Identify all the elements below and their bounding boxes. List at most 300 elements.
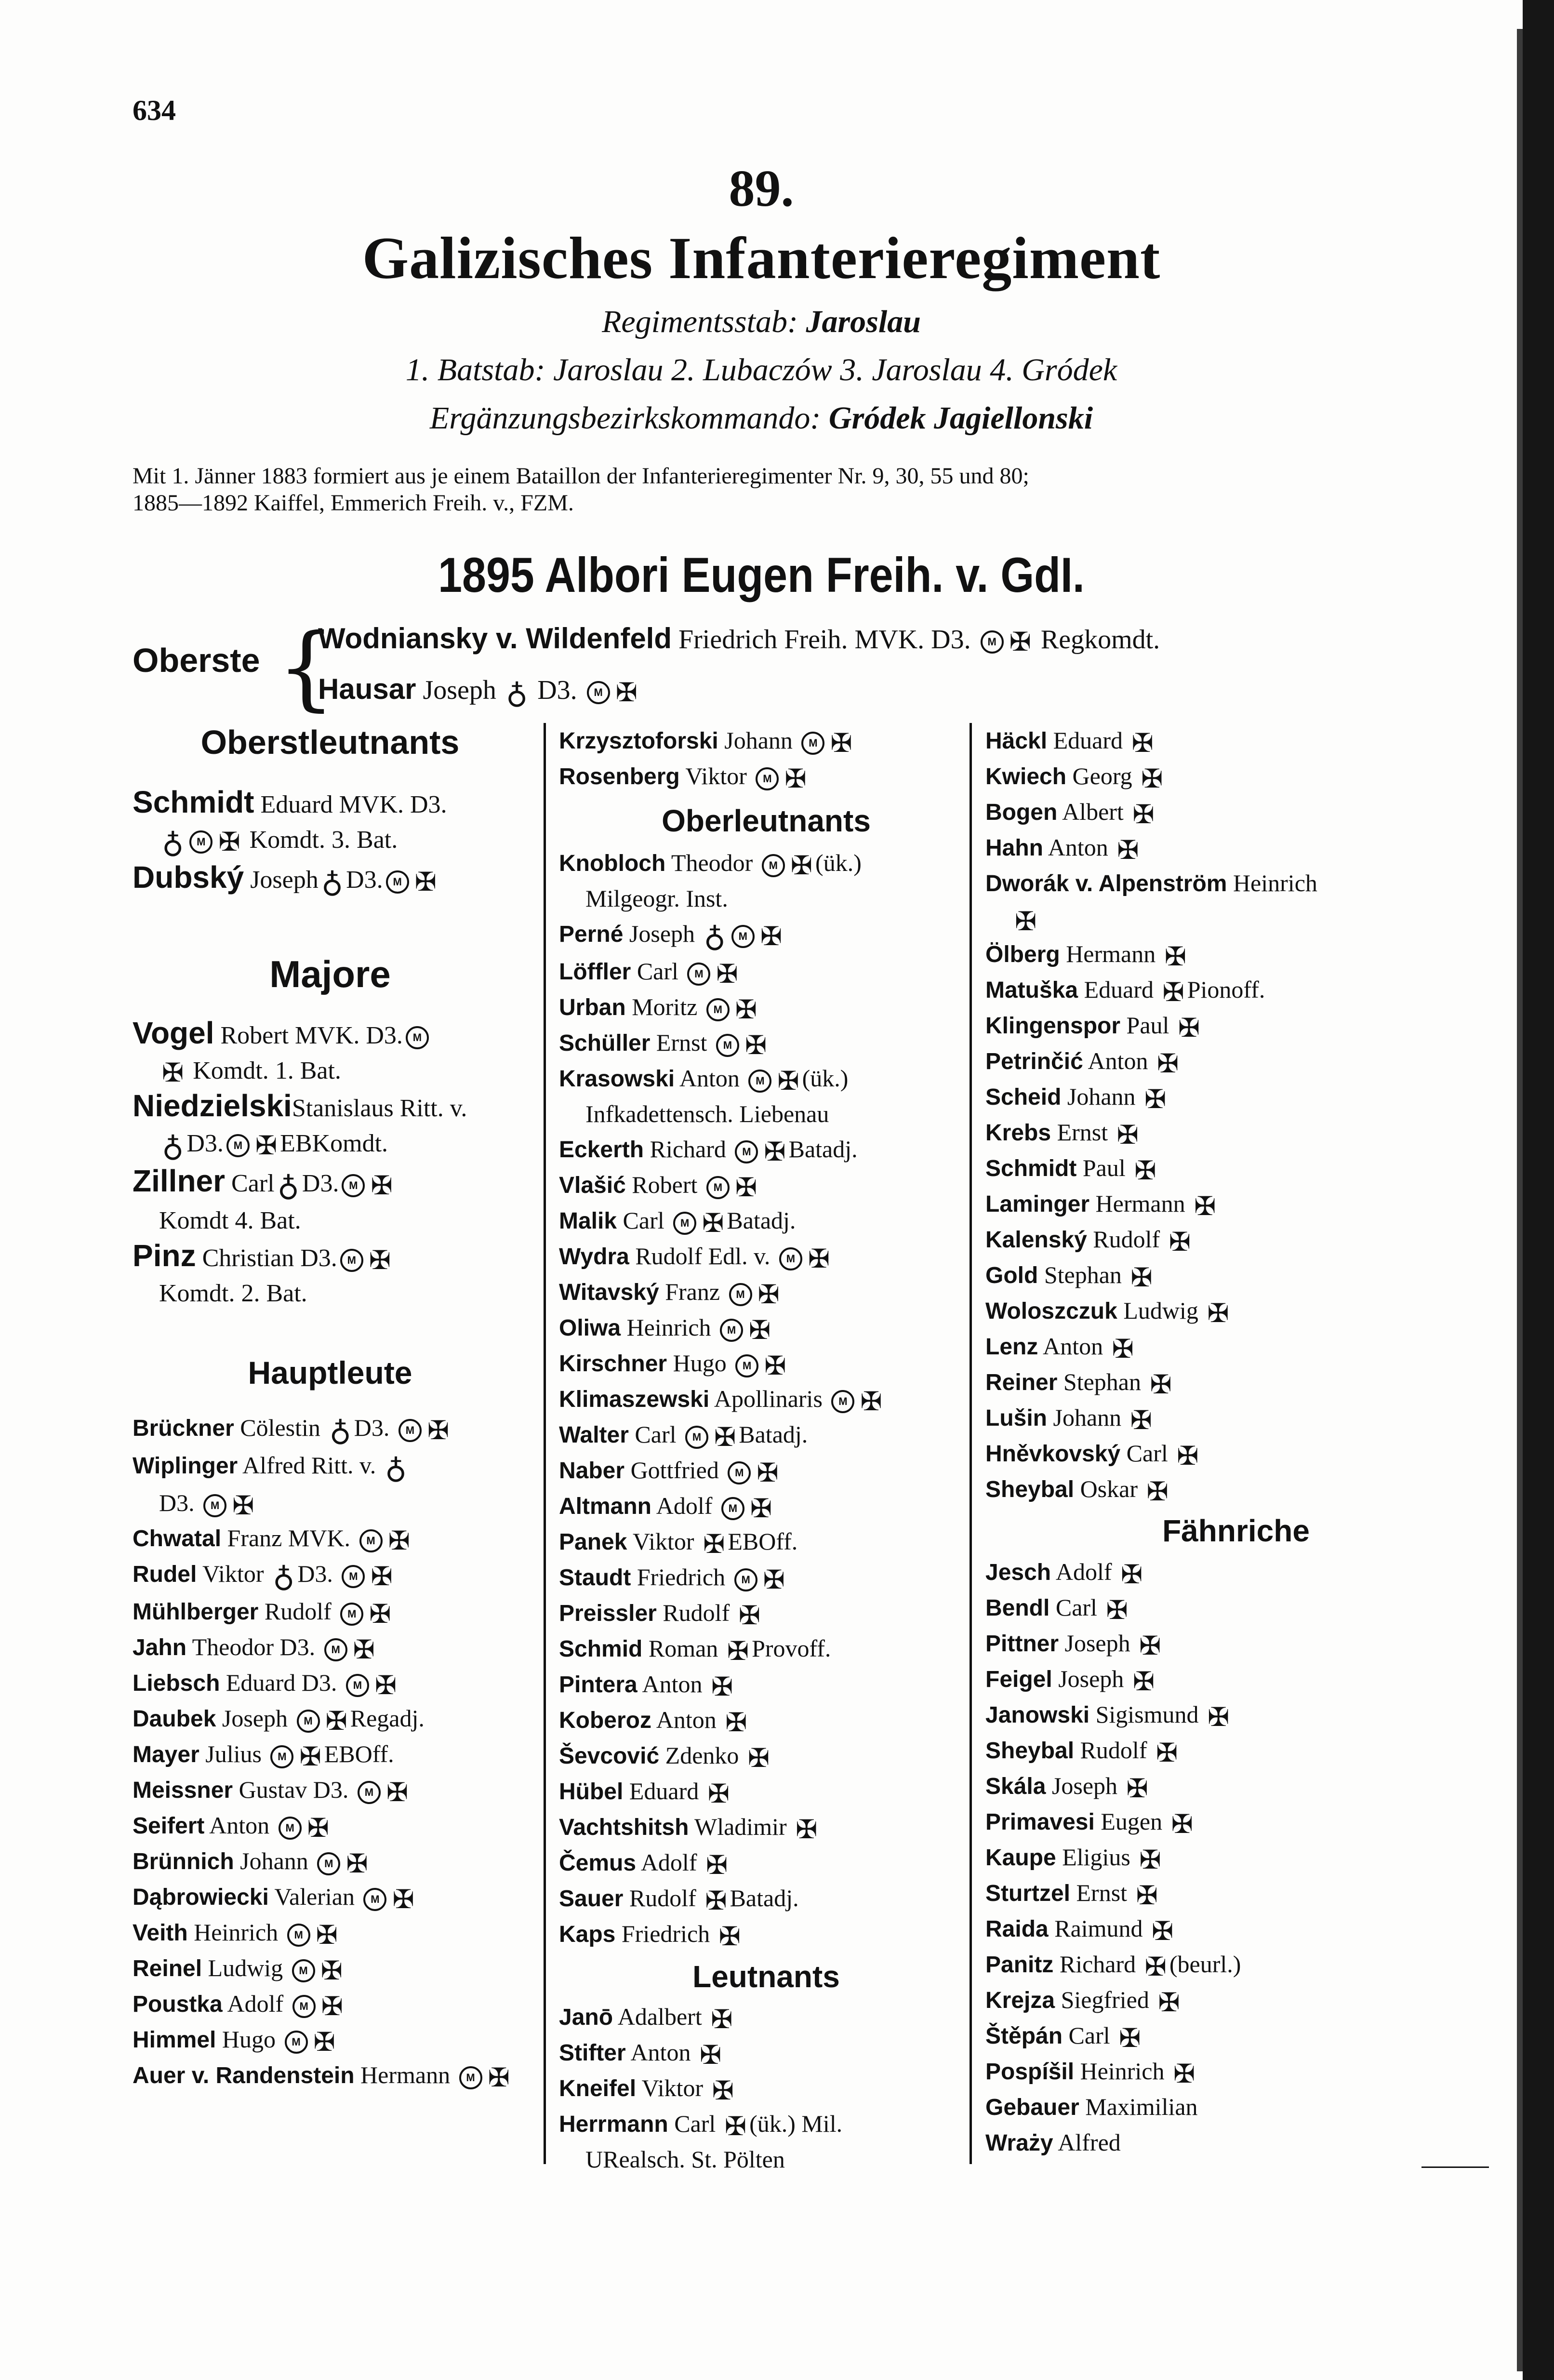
- cross-icon: ✠: [218, 827, 240, 857]
- officer-entry: [559, 1239, 973, 1274]
- officer-name: Herrmann: [559, 2112, 668, 2138]
- officer-name: Laminger: [985, 1191, 1090, 1217]
- military-merit-medal-icon: M: [716, 1034, 739, 1057]
- officer-entry: [559, 2035, 973, 2071]
- officer-details: Cölestin: [240, 1414, 320, 1442]
- officer-entry: [133, 1556, 528, 1594]
- officer-details: Carl: [674, 2110, 716, 2138]
- cross-icon: ✠: [1171, 1808, 1193, 1839]
- officer-name: Veith: [133, 1920, 188, 1946]
- officer-entry: [133, 785, 528, 822]
- officer-details: Rudolf: [663, 1599, 730, 1627]
- officer-name: Kirschner: [559, 1351, 667, 1377]
- officer-details: Eduard: [629, 1778, 699, 1805]
- officer-details: Valerian: [274, 1883, 355, 1911]
- officer-details: Johann: [240, 1847, 308, 1875]
- officer-name: Auer v. Randenstein: [133, 2063, 355, 2089]
- officer-details: Eduard: [1053, 727, 1123, 754]
- cross-icon: ✠: [763, 1564, 785, 1595]
- cross-icon: ✠: [1015, 906, 1037, 936]
- officer-entry: [985, 2054, 1487, 2089]
- oberst-name: Wodniansky v. Wildenfeld: [318, 622, 672, 655]
- cross-icon: ✠: [808, 1243, 830, 1274]
- oberleutnants-continued-list: [559, 723, 973, 794]
- officer-entry-cont: [559, 881, 973, 916]
- military-merit-medal-icon: M: [706, 998, 730, 1021]
- history-line-1: Mit 1. Jänner 1883 formiert aus je einem Bataillon der Infanterieregimenter Nr. 9, 30, 55 und 80;: [133, 463, 1029, 489]
- cross-icon: ✠: [1139, 1844, 1161, 1875]
- officer-name: Mayer: [133, 1742, 199, 1768]
- cross-icon: ✠: [738, 1600, 760, 1631]
- officer-entry: [559, 2071, 973, 2106]
- officer-details: Robert MVK. D3.: [220, 1022, 403, 1050]
- cross-icon: ✠: [386, 1777, 409, 1807]
- officer-entry: [559, 916, 973, 954]
- officer-remark: D3.: [297, 1560, 333, 1588]
- cross-icon: ✠: [735, 1172, 757, 1203]
- officer-entry: [985, 1364, 1487, 1400]
- officer-details: D3.: [302, 1169, 339, 1197]
- decoration-icon: ♁: [162, 1128, 184, 1163]
- military-merit-medal-icon: M: [226, 1134, 250, 1157]
- hauptleute-list: [133, 1410, 528, 2093]
- officer-name: Häckl: [985, 728, 1048, 754]
- officer-remark: Batadj.: [788, 1136, 858, 1163]
- officer-details: Friedrich: [621, 1920, 710, 1948]
- officer-entry: [559, 1845, 973, 1881]
- officer-entry: [985, 1661, 1487, 1697]
- officer-details: Sigismund: [1095, 1701, 1199, 1728]
- oberst-role: Regkomdt.: [1040, 625, 1160, 655]
- military-merit-medal-icon: M: [981, 630, 1004, 654]
- officer-name: Sauer: [559, 1886, 624, 1912]
- cross-icon: ✠: [735, 994, 757, 1025]
- officer-entry: [133, 1808, 528, 1844]
- officer-name: Sturtzel: [985, 1881, 1071, 1906]
- cross-icon: ✠: [1130, 1404, 1152, 1435]
- cross-icon: ✠: [255, 1130, 278, 1161]
- officer-details: Franz: [665, 1278, 720, 1306]
- officer-details: Carl: [1055, 1594, 1097, 1621]
- officer-name: Jahn: [133, 1635, 187, 1661]
- cross-icon: ✠: [1117, 834, 1139, 865]
- officer-entry: [559, 1774, 973, 1809]
- cross-icon: ✠: [1207, 1297, 1229, 1328]
- officer-name: Perné: [559, 922, 624, 947]
- officer-details: Carl: [1126, 1440, 1168, 1467]
- cross-icon: ✠: [1144, 1951, 1167, 1982]
- officer-details: Heinrich: [1233, 869, 1317, 896]
- officer-name: Reiner: [985, 1370, 1058, 1395]
- officer-details: Carl: [231, 1169, 275, 1197]
- officer-entry: [985, 1626, 1487, 1661]
- officer-details: Joseph: [1058, 1665, 1124, 1692]
- cross-icon: ✠: [724, 2111, 747, 2141]
- officer-details: Anton: [1048, 834, 1108, 861]
- officer-entry-cont: [559, 2142, 973, 2177]
- officer-details: Joseph: [222, 1705, 288, 1732]
- officer-details: Johann: [1053, 1404, 1122, 1431]
- cross-icon: ✠: [1132, 1666, 1155, 1697]
- military-merit-medal-icon: M: [363, 1888, 386, 1911]
- officer-entry: [985, 759, 1487, 794]
- military-merit-medal-icon: M: [285, 2031, 308, 2054]
- officer-entry: [133, 1665, 528, 1701]
- column-2: [559, 723, 973, 2177]
- cross-icon: ✠: [1112, 1333, 1134, 1364]
- officer-entry: [133, 1630, 528, 1665]
- officer-details: Eduard D3.: [226, 1669, 337, 1697]
- officer-entry: [985, 1186, 1487, 1222]
- officer-entry: [559, 1667, 973, 1702]
- officer-details: Ludwig: [208, 1954, 283, 1982]
- officer-details: Johann: [1067, 1083, 1136, 1110]
- military-merit-medal-icon: M: [292, 1995, 316, 2018]
- officer-entry: [985, 1436, 1487, 1471]
- officer-entry: [985, 1400, 1487, 1436]
- cross-icon: ✠: [718, 1921, 741, 1952]
- military-merit-medal-icon: M: [359, 1529, 383, 1552]
- cross-icon: ✠: [707, 1778, 730, 1809]
- cross-icon: ✠: [705, 1885, 727, 1916]
- officer-entry: [985, 830, 1487, 866]
- officer-details: Friedrich: [637, 1564, 726, 1591]
- oberst-entry: [318, 672, 640, 710]
- cross-icon: ✠: [764, 1136, 786, 1167]
- officer-name: Brünnich: [133, 1849, 234, 1875]
- officer-details: Rudolf: [264, 1598, 332, 1625]
- officer-entry: [133, 1772, 528, 1808]
- officer-name: Oliwa: [559, 1315, 621, 1341]
- officer-entry: [985, 1697, 1487, 1733]
- officer-details: Carl: [1068, 2022, 1110, 2049]
- officer-details: URealsch. St. Pölten: [585, 2146, 785, 2173]
- leutnants-list: [559, 1999, 973, 2177]
- officer-entry-cont: Komdt. 2. Bat.: [159, 1280, 307, 1308]
- cross-icon: ✠: [1131, 727, 1154, 758]
- officer-details: Viktor: [202, 1560, 264, 1588]
- officer-name: Matuška: [985, 977, 1078, 1003]
- officer-name: Brückner: [133, 1416, 234, 1442]
- cross-icon: ✠: [1116, 1119, 1139, 1150]
- military-merit-medal-icon: M: [270, 1745, 293, 1768]
- cross-icon: ✠: [1156, 1737, 1178, 1768]
- officer-name: Liebsch: [133, 1671, 220, 1697]
- officer-entry: [985, 1804, 1487, 1840]
- cross-icon: ✠: [744, 1030, 767, 1060]
- cross-icon: ✠: [1150, 1369, 1172, 1400]
- cross-icon: ✠: [702, 1207, 724, 1238]
- officer-entry: [559, 954, 973, 989]
- officer-details: Eugen: [1101, 1808, 1163, 1835]
- officer-entry: [985, 1043, 1487, 1079]
- officer-entry: [133, 1594, 528, 1630]
- officer-name: Sheybal: [985, 1738, 1075, 1764]
- officer-entry-cont: [133, 822, 528, 860]
- officer-details: Ludwig: [1123, 1297, 1198, 1324]
- military-merit-medal-icon: M: [317, 1852, 340, 1875]
- officer-remark: (ük.): [802, 1065, 849, 1092]
- military-merit-medal-icon: M: [346, 1674, 369, 1697]
- officer-remark: (beurl.): [1169, 1951, 1241, 1978]
- officer-entry: [985, 866, 1487, 901]
- history-note: [133, 463, 1029, 517]
- cross-icon: ✠: [427, 1415, 450, 1445]
- military-merit-medal-icon: M: [801, 732, 824, 755]
- cross-icon: ✠: [488, 2062, 510, 2093]
- officer-entry: [985, 1329, 1487, 1364]
- decoration-icon: ♁: [505, 675, 528, 710]
- cross-icon: ✠: [346, 1848, 368, 1879]
- officer-details: Rudolf: [629, 1885, 696, 1912]
- officer-entry: [559, 1595, 973, 1631]
- officer-name: Vogel: [133, 1016, 214, 1051]
- officer-details: Rudolf Edl. v.: [635, 1243, 770, 1270]
- cross-icon: ✠: [1208, 1701, 1230, 1732]
- cross-icon: ✠: [232, 1490, 254, 1521]
- officer-details: Raimund: [1054, 1915, 1143, 1942]
- military-merit-medal-icon: M: [748, 1070, 771, 1093]
- oberst-details: Friedrich Freih. MVK. D3.: [678, 625, 971, 655]
- officer-entry: [985, 1590, 1487, 1626]
- military-merit-medal-icon: M: [358, 1781, 381, 1804]
- regiment-number: 89.: [729, 160, 794, 217]
- officer-entry: [559, 1274, 973, 1310]
- military-merit-medal-icon: M: [673, 1212, 696, 1235]
- military-merit-medal-icon: M: [685, 1426, 708, 1449]
- cross-icon: ✠: [162, 1057, 184, 1088]
- oberst-name: Hausar: [318, 673, 416, 705]
- military-merit-medal-icon: M: [762, 854, 785, 877]
- officer-entry: [133, 1410, 528, 1448]
- officer-name: Schmidt: [985, 1156, 1077, 1181]
- military-merit-medal-icon: M: [279, 1817, 302, 1840]
- regimentsstab: [0, 304, 1523, 340]
- officer-entry: [133, 1238, 528, 1276]
- officer-remark: Batadj.: [730, 1885, 799, 1912]
- military-merit-medal-icon: M: [406, 1026, 429, 1049]
- cross-icon: ✠: [1144, 1083, 1167, 1114]
- officer-remark: D3.: [354, 1414, 390, 1442]
- officer-entry: [559, 1025, 973, 1061]
- officer-entry: [985, 1947, 1487, 1982]
- officer-name: Dąbrowiecki: [133, 1885, 269, 1911]
- officer-remark: Regadj.: [350, 1705, 425, 1732]
- officer-name: Ševcović: [559, 1743, 660, 1769]
- officer-name: Hübel: [559, 1779, 624, 1805]
- cross-icon: ✠: [1139, 1630, 1161, 1661]
- officer-details: Paul: [1126, 1012, 1169, 1039]
- officer-entry: [559, 1809, 973, 1845]
- officer-entry-cont: [133, 1485, 528, 1521]
- regiment-title: Galizisches Infanterieregiment: [362, 225, 1161, 291]
- oberst-entry: [318, 622, 1160, 655]
- scan-border: [1523, 0, 1554, 2380]
- officer-name: Raida: [985, 1916, 1049, 1942]
- section-heading: Oberleutnants: [662, 803, 871, 838]
- officer-details: Anton: [679, 1065, 740, 1092]
- officer-details: Richard: [1059, 1951, 1136, 1978]
- officer-entry: [559, 1881, 973, 1916]
- officer-entry: [133, 1088, 528, 1126]
- officer-entry: [133, 2058, 528, 2093]
- officer-entry-cont: [985, 901, 1487, 936]
- officer-details: Roman: [648, 1635, 718, 1662]
- officer-details: Milgeogr. Inst.: [585, 885, 728, 912]
- officer-entry: [559, 1488, 973, 1524]
- officer-details: Richard: [650, 1136, 726, 1163]
- oberleutnants-list: [559, 845, 973, 1952]
- cross-icon: ✠: [1157, 1048, 1179, 1079]
- decoration-icon: ♁: [321, 864, 344, 900]
- officer-entry: [133, 1986, 528, 2022]
- officer-entry: [133, 1701, 528, 1737]
- officer-name: Janowski: [985, 1702, 1090, 1728]
- cross-icon: ✠: [1130, 1262, 1153, 1293]
- officer-details: Johann: [724, 727, 793, 754]
- decoration-icon: ♁: [385, 1450, 407, 1486]
- military-merit-medal-icon: M: [831, 1390, 854, 1413]
- officer-details: Adolf: [227, 1990, 284, 2018]
- cross-icon: ✠: [1152, 1915, 1174, 1946]
- cross-icon: ✠: [784, 763, 807, 794]
- officer-entry: [985, 2018, 1487, 2054]
- cross-icon: ✠: [1126, 1773, 1148, 1804]
- officer-entry: [559, 1061, 973, 1096]
- officer-details: Apollinaris: [714, 1385, 823, 1413]
- decoration-icon: ♁: [277, 1168, 299, 1203]
- cross-icon: ✠: [316, 1919, 338, 1950]
- officer-entry: [559, 1310, 973, 1346]
- cross-icon: ✠: [711, 2004, 733, 2034]
- officer-entry: [559, 845, 973, 881]
- officer-details: Adolf: [640, 1849, 697, 1876]
- officer-name: Skála: [985, 1774, 1046, 1799]
- officer-name: Dubský: [133, 859, 244, 895]
- military-merit-medal-icon: M: [342, 1174, 365, 1197]
- officer-entry: [559, 1916, 973, 1952]
- officer-details: Gustav D3.: [239, 1776, 349, 1804]
- end-rule: [1421, 2166, 1489, 2168]
- officer-details: Albert: [1062, 798, 1124, 825]
- officer-name: Gebauer: [985, 2095, 1079, 2120]
- decoration-icon: ♁: [273, 1559, 295, 1594]
- officer-name: Vachtshitsh: [559, 1815, 689, 1841]
- cross-icon: ✠: [830, 727, 852, 758]
- military-merit-medal-icon: M: [292, 1959, 315, 1982]
- officer-entry: [133, 1844, 528, 1879]
- faehnriche-list: [985, 1554, 1487, 2161]
- cross-icon: ✠: [748, 1314, 771, 1345]
- officer-entry: [985, 1554, 1487, 1590]
- officer-name: Poustka: [133, 1992, 223, 2018]
- cross-icon: ✠: [307, 1812, 329, 1843]
- officer-details: Viktor: [633, 1528, 694, 1555]
- officer-name: Bendl: [985, 1595, 1050, 1621]
- officer-name: Schmidt: [133, 785, 254, 819]
- officer-name: Lušin: [985, 1405, 1047, 1431]
- officer-details: Julius: [205, 1740, 262, 1768]
- cross-icon: ✠: [325, 1705, 347, 1736]
- military-merit-medal-icon: M: [324, 1638, 347, 1661]
- military-merit-medal-icon: M: [342, 1565, 365, 1588]
- cross-icon: ✠: [764, 1350, 786, 1381]
- officer-entry: [133, 1163, 528, 1203]
- cross-icon: ✠: [313, 2026, 335, 2057]
- section-heading: Hauptleute: [248, 1355, 412, 1391]
- cross-icon: ✠: [321, 1991, 343, 2021]
- history-line-2: 1885—1892 Kaiffel, Emmerich Freih. v., FZM.: [133, 490, 574, 516]
- brace: {: [277, 614, 335, 721]
- officer-entry-cont: [133, 1126, 528, 1163]
- cross-icon: ✠: [757, 1457, 779, 1488]
- column-1: [133, 723, 528, 2093]
- officer-entry: [559, 1203, 973, 1239]
- officer-name: Löffler: [559, 959, 631, 985]
- officer-details: Anton: [630, 2039, 691, 2066]
- officer-name: Panitz: [985, 1952, 1054, 1978]
- military-merit-medal-icon: M: [687, 963, 710, 986]
- officer-entry: [559, 1381, 973, 1417]
- cross-icon: ✠: [392, 1884, 414, 1914]
- officer-name: Schmid: [559, 1636, 643, 1662]
- cross-icon: ✠: [711, 1671, 733, 1702]
- officer-details: Gottfried: [630, 1457, 719, 1484]
- officer-details: Stanislaus Ritt. v.: [292, 1095, 467, 1123]
- officer-name: Naber: [559, 1458, 625, 1484]
- officer-name: Kalenský: [985, 1227, 1087, 1253]
- officer-entry: [985, 1911, 1487, 1947]
- officer-entry: [985, 1840, 1487, 1875]
- officer-name: Wiplinger: [133, 1453, 238, 1479]
- officer-entry: [559, 1346, 973, 1381]
- officer-entry: [133, 1521, 528, 1556]
- ergaenzung-line: [0, 400, 1523, 437]
- officer-details: D3.: [186, 1130, 224, 1158]
- officer-name: Sheybal: [985, 1477, 1075, 1502]
- military-merit-medal-icon: M: [287, 1924, 310, 1947]
- officer-details: D3.: [159, 1489, 195, 1517]
- cross-icon: ✠: [860, 1386, 882, 1417]
- cross-icon: ✠: [699, 2039, 722, 2070]
- officer-name: Krzysztoforski: [559, 728, 718, 754]
- officer-name: Stifter: [559, 2040, 626, 2066]
- officer-details: Theodor: [671, 849, 753, 876]
- section-heading: Oberstleutnants: [200, 723, 460, 761]
- officer-entry: [985, 1222, 1487, 1257]
- officer-details: Adolf: [1055, 1558, 1112, 1585]
- section-heading: Fähnriche: [1162, 1513, 1310, 1548]
- cross-icon: ✠: [1169, 1226, 1191, 1257]
- officer-details: Carl: [637, 958, 678, 985]
- cross-icon: ✠: [727, 1635, 749, 1666]
- officer-details: Hugo: [673, 1350, 727, 1377]
- officer-entry: [133, 1915, 528, 1951]
- military-merit-medal-icon: M: [720, 1319, 743, 1342]
- officer-name: Witavský: [559, 1280, 659, 1306]
- officer-name: Woloszczuk: [985, 1298, 1117, 1324]
- officer-name: Meissner: [133, 1778, 233, 1804]
- officer-details: Maximilian: [1085, 2093, 1198, 2120]
- cross-icon: ✠: [1136, 1880, 1158, 1911]
- officer-name: Gold: [985, 1263, 1038, 1288]
- military-merit-medal-icon: M: [189, 830, 213, 854]
- officer-details: Eduard MVK. D3.: [260, 791, 447, 818]
- officer-details: Hermann: [1095, 1190, 1185, 1217]
- officer-details: Stephan: [1063, 1368, 1141, 1395]
- officer-details: Ernst: [1076, 1879, 1128, 1906]
- officer-details: Anton: [1043, 1333, 1103, 1360]
